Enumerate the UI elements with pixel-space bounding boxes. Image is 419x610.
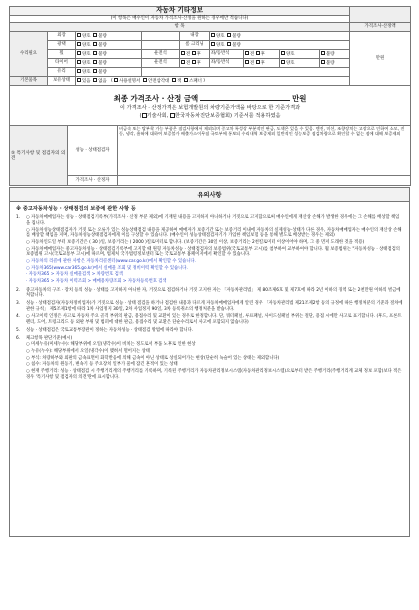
- notice-text: ○ 침수: 자동차의 원동기, 변속기 등 주요장치 일부가 물에 잠긴 흔적이 있는 상태: [26, 362, 178, 368]
- other-info-table: [9, 6, 411, 126]
- option-label: 스패너: [189, 78, 202, 84]
- basic-items-label: 기본품목: [10, 77, 48, 86]
- row-label: 내장: [180, 32, 210, 41]
- checkbox[interactable]: [77, 42, 81, 46]
- notice-text: 중고자동차의 구조 · 장치 등의 성능 · 상태를 고지하지 아니한 자, 거짓으로 점검하거나 거짓 고지한 자는 「자동차관리법」 제 80조제6호 및 제7호에 따라 2년 이하의 징역 또는 2천만원 이하의 벌금에 처합니다.: [26, 287, 401, 299]
- notice-text: ○ 미세누유(미세누수): 해당부위에 오일(냉각수)이 비치는 정도로서 부품 노후로 인한 현상: [26, 342, 196, 348]
- notice-item-num: 2.: [16, 287, 21, 293]
- notice-text: ○ 자동차매매업자는 중고자동차성능 · 상태점검기록부에 고지할 때 원형 자동차성능 · 상태점검자의 보증범위(국토교통부 고시)를 첨부하여 교부하여야 합니다. 월 보증범위는 "자동차성능 · 상태점검의 보증범위 고시(국토교통부 고시)에 따르며, 법제처 국가법령정보센터 또는 국토교통부 홈페이지에서 확인할 수 있습니다.: [26, 246, 400, 258]
- option-label: 양호: [286, 51, 295, 57]
- notice-text: ○ 현재 주행거리: 성능 · 상태점검 시 주행거리계의 주행거리를 기록하며, 기록된 주행거리가 자동차관리정보시스템(자동차관리정보시스템)으로부터 받은 주행거리(주행거리계 교체 정보 포함)보다 적은 경우 '특기사항 및 점검자의 의견'란에 표시합니다.: [26, 368, 402, 380]
- checkbox[interactable]: [211, 33, 215, 37]
- checkbox[interactable]: [281, 51, 285, 55]
- checkbox[interactable]: [114, 78, 118, 82]
- option-label: 동반석: [216, 60, 230, 66]
- opinion-table: [9, 125, 411, 186]
- notice-text: ○ 자동차성능상태점검자가 거짓 또는 오류가 있는 성능상태점검 내용을 제공하여 매매자가 보증기간 또는 보증거리 이내에 자동차의 실제성능·상태가 다른 경우, 자동차매매업자는 매수인의 재산상 손해를 배상할 책임을 지며, 자동차성능상태점검자에게 이를 구상할 수 있습니다. (매수인이 성능상태점검자기가 가입한 책임보험 등을 통해 별도로 배상받는 경우는 제외): [26, 227, 402, 239]
- row-label: 운전석: [142, 59, 180, 68]
- row-label: 휠: [48, 50, 76, 59]
- option-label: (: [110, 78, 113, 84]
- option-label: 전: [186, 60, 191, 66]
- notice-item-num: 5.: [16, 327, 21, 333]
- checkbox[interactable]: [93, 51, 97, 55]
- final-price-label: 최종 가격조사 · 산정 금액: [113, 93, 199, 103]
- final-price-line2b: 한국자동차진단보증협회) 기준서를 적용하였음: [174, 113, 281, 120]
- checkbox[interactable]: [281, 60, 285, 64]
- checkbox[interactable]: [181, 51, 185, 55]
- checkbox[interactable]: [227, 33, 231, 37]
- notice-item: [16, 314, 403, 325]
- portable-label: 보유상태: [48, 77, 76, 86]
- option-label: 후: [196, 60, 201, 66]
- option-label: 동반석: [216, 51, 230, 57]
- option-label: 양호: [216, 42, 225, 48]
- option-label: 양호: [216, 33, 225, 39]
- option-label: 있음: [82, 78, 91, 84]
- col-item-header: 항 목: [10, 23, 350, 32]
- notice-title: 유의사항: [9, 187, 410, 202]
- repair-label: 수리필요: [10, 32, 48, 77]
- car365-link[interactable]: ○ 자동차365(www.car365.go.kr)에서 실매물 조회 및 정비이력 확인할 수 있습니다.: [26, 265, 188, 271]
- notice-text: ○ 부식: 차량하부와 외판의 금속표면이 화학반응에 의해 금속이 아닌 상태로 상실되어가는 현상(단순히 녹슬어 있는 상태는 제외합니다): [26, 355, 280, 361]
- option-label: ): [203, 78, 206, 84]
- notice-text: 성능 · 상태점검자(자동차정비업자)가 거짓으로 성능 · 상태 점검을 하거나 점검한 내용과 다르게 자동차매매업자에게 알린 경우 「자동차관리법 제21조제2항 등의 규정에 따른 행정처분의 기준과 절차에 관한 규칙」 제5조제1항에 따라 1차 사업정지 30일, 2차 사업정지 90일, 3차 등록취소의 행정처분을 받습니다.: [26, 301, 403, 312]
- option-label: 없음: [98, 78, 107, 84]
- inspector-opinion-text: 비금속 또는 탈부착 가능 부품은 점검사항에서 제외되며 중고차 특성상 부분적인 판금, 도색은 있을 수 있음. 엔진, 미션, 조향장치는 고장으로 인하여 소모, 진동, 냉각, 흠혀에 대하여 보증불가 배출가스이무점 국토부에 통보되 수리내역 보증제외 일반적인 성능보증 점검차량으로 확인할 수 없는 점에 대해 보증제외: [118, 126, 411, 176]
- option-label: 불량: [232, 33, 241, 39]
- checkbox[interactable]: [256, 60, 260, 64]
- checkbox[interactable]: [77, 78, 81, 82]
- row-label: 광택: [48, 41, 76, 50]
- car365-path: · 자동차365 > 자동차 실매물검색 > 차량번호 검색: [26, 272, 123, 278]
- option-label: 전: [250, 60, 255, 66]
- checkbox[interactable]: [77, 69, 81, 73]
- option-label: 안전삼각대: [148, 78, 170, 84]
- car365-path: · 자동차365 > 자동차 이력조회 > 매매용차량조회 > 자동차등록번호 검색: [26, 279, 167, 285]
- notice-item-num: 3.: [16, 301, 21, 307]
- checkbox[interactable]: [93, 42, 97, 46]
- checkbox[interactable]: [256, 51, 260, 55]
- final-price-line1: 이 가격조사 · 산정가격은 보험개발원의 차량기준가액을 바탕으로 한 기준가격과: [119, 105, 301, 112]
- notice-text: 체크항목 판단기준(예시): [26, 335, 73, 341]
- notice-item-num: 4.: [16, 314, 21, 320]
- notice-text: ○ 누유(누수): 해당부위에서 오일(냉각수)이 맺혀서 떨어지는 상태: [26, 348, 150, 354]
- option-label: 양호: [82, 69, 91, 75]
- checkbox[interactable]: [245, 60, 249, 64]
- form-note: (이 항목은 매수인이 자동차 가격조사·산정을 원하는 경우에만 적습니다): [10, 16, 350, 23]
- checkbox[interactable]: [93, 69, 97, 73]
- option-label: 후: [260, 51, 265, 57]
- row-label: 유리: [48, 68, 76, 77]
- notice-item-num: 1.: [16, 215, 21, 221]
- checkbox[interactable]: [77, 51, 81, 55]
- checkbox[interactable]: [181, 60, 185, 64]
- option-label: 좌/: [211, 51, 217, 57]
- option-label: 전: [186, 51, 191, 57]
- checkbox[interactable]: [93, 33, 97, 37]
- final-price-input[interactable]: [200, 94, 290, 101]
- checkbox[interactable]: [321, 60, 325, 64]
- option-label: 전: [250, 51, 255, 57]
- option-label: 잭: [177, 78, 182, 84]
- option-label: 양호: [82, 51, 91, 57]
- checkbox[interactable]: [192, 51, 196, 55]
- form-title: 자동차 기타정보: [10, 7, 350, 16]
- opinion-label: 특기사항 및 점검자의 의견: [11, 150, 66, 161]
- checkbox[interactable]: [321, 51, 325, 55]
- notice-heading: ※ 중고자동차성능 · 상태점검의 보증에 관한 사항 등: [16, 206, 136, 213]
- option-label: 좌/: [211, 60, 217, 66]
- notice-text: 성능 · 상태점검은 국토교통부장관이 정하는 자동차성능 · 상태점검 방법에 따라야 합니다.: [26, 327, 194, 333]
- checkbox[interactable]: [93, 60, 97, 64]
- option-label: 불량: [98, 51, 107, 57]
- notice-item: [16, 336, 403, 382]
- checkbox[interactable]: [211, 42, 215, 46]
- appraiser-label: 가격조사 · 산정자: [68, 176, 118, 186]
- option-label: 불량: [98, 42, 107, 48]
- appraiser-opinion-field[interactable]: [118, 176, 411, 186]
- option-label: 양호: [82, 33, 91, 39]
- notice-text: ○ 자동차인도일 부터 보증기간은 ( 30 )일, 보증거리는 ( 2000 )킬로미터로 합니다. (보증기간은 30일 이상, 보증거리는 2천킬로미터 이상이어야 하며, 그 중 먼저 도래한 것을 적용): [26, 240, 365, 246]
- row-label: 룸 크리닝: [180, 41, 210, 50]
- final-price-line2a: 기술사회,: [146, 113, 169, 120]
- inspector-label: 성능 · 상태점검자: [68, 126, 118, 176]
- row-label: 외장: [48, 32, 76, 41]
- option-label: 불량: [326, 60, 335, 66]
- price-unit: 만원: [350, 32, 411, 86]
- notice-text: ○ 사고이력 인정은 사고로 자동차 주요 골격 부위의 판금, 용접수리 및 교환이 있는 경우로 한정합니다. 단, 쿼터패널, 루프패널, 사이드실패널 부위는 절단, 용접 시에만 사고로 표기합니다. (후드, 프론트펜더, 도어, 트렁크리드 등 외판 부위 및 범퍼에 대한 판금, 용접수리 및 교환은 단순수리로서 사고에 포함되지 않습니다): [26, 314, 402, 326]
- checkbox[interactable]: [245, 51, 249, 55]
- option-label: 불량: [232, 42, 241, 48]
- final-price-section: 최종 가격조사 · 산정 금액 만원 이 가격조사 · 산정가격은 보험개발원의 차량기준가액을 바탕으로 한 기준가격과 ( 기술사회, 한국자동차진단보증협회) 기준서를 적용하였음: [10, 86, 411, 126]
- checkbox[interactable]: [143, 78, 147, 82]
- opinion-circle: ⑤: [11, 150, 16, 156]
- checkbox[interactable]: [77, 33, 81, 37]
- final-price-unit: 만원: [292, 93, 307, 103]
- checkbox[interactable]: [93, 78, 97, 82]
- option-label: 불량: [98, 69, 107, 75]
- option-label: 불량: [98, 33, 107, 39]
- recall-center-link[interactable]: ○ 자동차의 리콜에 관한 사항은 자동차리콜센터(www.car.go.kr)에서 확인할 수 있습니다.: [26, 259, 196, 265]
- option-label: 불량: [98, 60, 107, 66]
- option-label: 양호: [82, 60, 91, 66]
- option-label: 후: [260, 60, 265, 66]
- notice-item-num: 6.: [16, 335, 21, 341]
- option-label: 사용설명서: [119, 78, 141, 84]
- row-label: 타이어: [48, 59, 76, 68]
- option-label: 후: [196, 51, 201, 57]
- option-label: 양호: [286, 60, 295, 66]
- notice-item: [16, 301, 403, 312]
- col-price-header: 가격조사·산정액: [350, 23, 411, 32]
- notice-section: [9, 202, 410, 537]
- option-label: 양호: [82, 42, 91, 48]
- checkbox[interactable]: [77, 60, 81, 64]
- notice-item: [16, 288, 403, 299]
- checkbox[interactable]: [227, 42, 231, 46]
- notice-item: [16, 215, 403, 285]
- inspection-form-page: [9, 6, 410, 537]
- option-label: 불량: [326, 51, 335, 57]
- row-label: 운전석: [142, 50, 180, 59]
- notice-text: ○ 자동차매매업자는 성능 · 상태점검기록부(가격조사 · 산정 부분 제외)에 기재된 내용을 고지하지 아니하거나 거짓으로 고지함으로써 매수인에게 재산상 손해가 발생한 경우에는 그 손해를 배상할 책임을 집니다.: [26, 215, 400, 227]
- checkbox[interactable]: [184, 78, 188, 82]
- notice-item: [16, 328, 403, 334]
- checkbox[interactable]: [172, 78, 176, 82]
- checkbox[interactable]: [192, 60, 196, 64]
